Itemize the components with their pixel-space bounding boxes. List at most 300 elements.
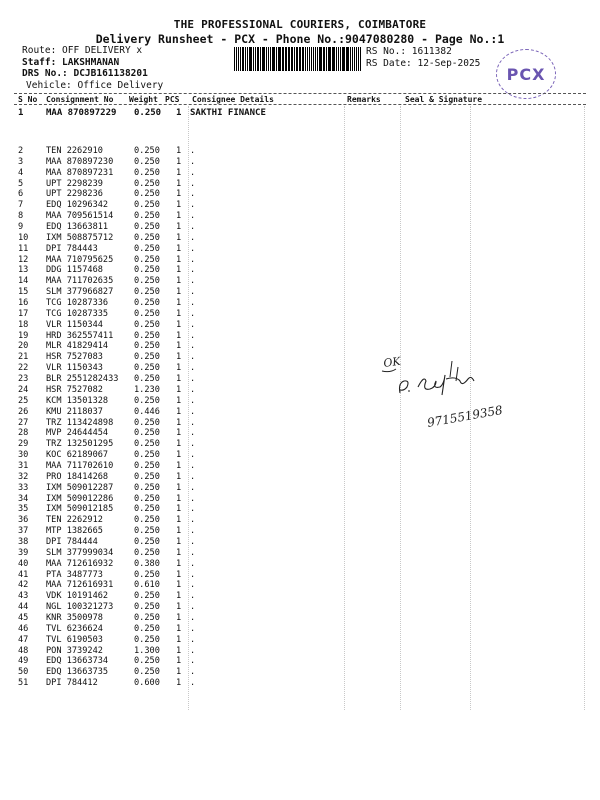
pcs-value: 1	[176, 656, 182, 667]
barcode-bar	[291, 47, 292, 71]
vehicle-label: Vehicle: Office Delivery	[26, 79, 164, 91]
consignee-details: .	[190, 232, 196, 243]
table-row	[0, 602, 600, 613]
weight-value: 0.250	[134, 417, 160, 428]
consignee-details: .	[190, 460, 196, 471]
barcode-bar	[356, 47, 357, 71]
barcode-bar	[340, 47, 341, 71]
pcs-value: 1	[176, 439, 182, 450]
barcode-bar	[350, 47, 351, 71]
table-row	[0, 222, 600, 233]
weight-value: 0.250	[134, 634, 160, 645]
serial-number: 29	[18, 439, 29, 450]
consignment-number: SLM 377966827	[46, 287, 114, 298]
weight-value: 0.250	[134, 308, 160, 319]
weight-value: 0.250	[134, 536, 160, 547]
pcs-value: 1	[176, 287, 182, 298]
barcode-bar	[342, 47, 343, 71]
table-row	[0, 461, 600, 472]
serial-number: 39	[18, 547, 29, 558]
weight-value: 0.250	[134, 243, 160, 254]
consignee-details: .	[190, 569, 196, 580]
pcs-value: 1	[176, 276, 182, 287]
serial-number: 49	[18, 656, 29, 667]
serial-number: 51	[18, 678, 29, 689]
staff-label: Staff: LAKSHMANAN	[22, 56, 120, 68]
consignee-details: .	[190, 254, 196, 265]
consignment-number: HSR 7527083	[46, 352, 103, 363]
weight-value: 1.230	[134, 384, 160, 395]
barcode-bar	[302, 47, 304, 71]
weight-value: 0.250	[134, 167, 160, 178]
serial-number: 21	[18, 352, 29, 363]
consignment-number: TCG 10287335	[46, 308, 109, 319]
consignee-details: .	[190, 384, 196, 395]
weight-value: 0.250	[134, 200, 160, 211]
consignee-details: .	[190, 580, 196, 591]
consignee-details: .	[190, 450, 196, 461]
serial-number: 20	[18, 341, 29, 352]
consignee-details: .	[190, 493, 196, 504]
consignment-number: PON 3739242	[46, 645, 103, 656]
weight-value: 0.250	[134, 460, 160, 471]
consignment-number: TRZ 113424898	[46, 417, 114, 428]
consignment-number: MAA 711702610	[46, 460, 114, 471]
pcs-value: 1	[176, 591, 182, 602]
weight-value: 0.250	[134, 156, 160, 167]
weight-value: 0.250	[134, 493, 160, 504]
pcs-value: 1	[176, 178, 182, 189]
serial-number: 1	[18, 108, 24, 118]
weight-value: 0.250	[134, 352, 160, 363]
table-row	[0, 309, 600, 320]
consignment-number: KNR 3500978	[46, 612, 103, 623]
table-row	[0, 504, 600, 515]
pcs-value: 1	[176, 645, 182, 656]
consignee-details: SAKTHI FINANCE	[190, 108, 266, 118]
table-row	[0, 678, 600, 689]
table-row	[0, 320, 600, 331]
consignee-details: .	[190, 189, 196, 200]
barcode-bar	[288, 47, 289, 71]
barcode-bar	[234, 47, 235, 71]
table-row	[0, 570, 600, 581]
consignee-details: .	[190, 591, 196, 602]
weight-value: 0.250	[134, 276, 160, 287]
consignee-details: .	[190, 167, 196, 178]
table-row	[0, 244, 600, 255]
consignment-number: PTA 3487773	[46, 569, 103, 580]
pcs-value: 1	[176, 200, 182, 211]
consignee-details: .	[190, 200, 196, 211]
pcx-stamp: PCX	[496, 49, 556, 99]
pcs-value: 1	[176, 232, 182, 243]
table-row	[0, 146, 600, 157]
barcode-bar	[262, 47, 263, 71]
col-consignment: Consignment No	[46, 95, 114, 104]
weight-value: 0.250	[134, 341, 160, 352]
consignment-number: TVL 6190503	[46, 634, 103, 645]
weight-value: 0.610	[134, 580, 160, 591]
weight-value: 0.250	[134, 482, 160, 493]
table-row	[0, 255, 600, 266]
serial-number: 45	[18, 612, 29, 623]
weight-value: 0.250	[134, 222, 160, 233]
weight-value: 0.250	[134, 146, 160, 156]
weight-value: 0.250	[134, 330, 160, 341]
weight-value: 0.250	[134, 547, 160, 558]
weight-value: 0.250	[134, 526, 160, 537]
consignee-details: .	[190, 417, 196, 428]
pcs-value: 1	[176, 406, 182, 417]
consignee-details: .	[190, 319, 196, 330]
consignment-number: HSR 7527082	[46, 384, 103, 395]
consignment-number: TEN 2262912	[46, 515, 103, 526]
serial-number: 7	[18, 200, 24, 211]
barcode-bar	[268, 47, 269, 71]
pcs-value: 1	[176, 678, 182, 689]
serial-number: 12	[18, 254, 29, 265]
table-row	[0, 157, 600, 168]
serial-number: 48	[18, 645, 29, 656]
barcode-bar	[343, 47, 344, 71]
table-row	[0, 211, 600, 222]
pcs-value: 1	[176, 504, 182, 515]
barcode-bar	[236, 47, 237, 71]
weight-value: 0.250	[134, 504, 160, 515]
consignee-details: .	[190, 536, 196, 547]
runsheet-title: Delivery Runsheet - PCX - Phone No.:9047080280 - Page No.:1	[95, 32, 505, 46]
consignment-number: VDK 10191462	[46, 591, 109, 602]
consignment-number: IXM 509012287	[46, 482, 114, 493]
barcode-bar	[319, 47, 320, 71]
serial-number: 31	[18, 460, 29, 471]
weight-value: 0.250	[134, 178, 160, 189]
consignment-number: TEN 2262910	[46, 146, 103, 156]
barcode-bar	[240, 47, 241, 71]
serial-number: 5	[18, 178, 24, 189]
table-row	[0, 276, 600, 287]
consignment-number: PRO 18414268	[46, 471, 109, 482]
serial-number: 17	[18, 308, 29, 319]
pcs-value: 1	[176, 471, 182, 482]
table-row	[0, 168, 600, 179]
table-row	[0, 298, 600, 309]
consignment-number: MAA 710795625	[46, 254, 114, 265]
pcs-value: 1	[176, 341, 182, 352]
pcs-value: 1	[176, 526, 182, 537]
consignment-number: MLR 41829414	[46, 341, 109, 352]
barcode-bar	[336, 47, 337, 71]
barcode-bar	[329, 47, 330, 71]
barcode-bar	[299, 47, 300, 71]
table-row	[0, 613, 600, 624]
pcs-value: 1	[176, 515, 182, 526]
consignee-details: .	[190, 352, 196, 363]
barcode-bar	[270, 47, 271, 71]
consignee-details: .	[190, 146, 196, 156]
weight-value: 0.250	[134, 450, 160, 461]
barcode-bar	[247, 47, 248, 71]
serial-number: 27	[18, 417, 29, 428]
pcs-value: 1	[176, 363, 182, 374]
consignment-number: EDQ 10296342	[46, 200, 109, 211]
consignment-number: EDQ 13663734	[46, 656, 109, 667]
weight-value: 0.380	[134, 558, 160, 569]
consignee-details: .	[190, 341, 196, 352]
consignment-number: MAA 709561514	[46, 211, 114, 222]
barcode-bar	[250, 47, 251, 71]
header-divider-bottom	[14, 104, 586, 105]
pcs-value: 1	[176, 384, 182, 395]
serial-number: 25	[18, 395, 29, 406]
barcode-bar	[358, 47, 359, 71]
pcs-value: 1	[176, 602, 182, 613]
consignee-details: .	[190, 504, 196, 515]
serial-number: 9	[18, 222, 24, 233]
consignee-details: .	[190, 406, 196, 417]
weight-value: 0.250	[134, 298, 160, 309]
consignee-details: .	[190, 374, 196, 385]
weight-value: 0.250	[134, 265, 160, 276]
weight-value: 0.250	[134, 287, 160, 298]
table-row	[0, 179, 600, 190]
weight-value: 0.250	[134, 189, 160, 200]
consignee-details: .	[190, 243, 196, 254]
header-info-right	[366, 46, 480, 69]
weight-value: 0.250	[134, 515, 160, 526]
table-row	[0, 559, 600, 570]
col-remarks: Remarks	[347, 95, 381, 104]
serial-number: 33	[18, 482, 29, 493]
consignment-number: HRD 362557411	[46, 330, 114, 341]
serial-number: 30	[18, 450, 29, 461]
consignee-details: .	[190, 178, 196, 189]
rs-number: RS No.: 1611382	[366, 46, 452, 57]
serial-number: 11	[18, 243, 29, 254]
consignment-number: MVP 24644454	[46, 428, 109, 439]
serial-number: 18	[18, 319, 29, 330]
consignee-details: .	[190, 298, 196, 309]
serial-number: 40	[18, 558, 29, 569]
weight-value: 0.250	[134, 374, 160, 385]
table-row	[0, 580, 600, 591]
weight-value: 0.250	[134, 428, 160, 439]
barcode-bar	[338, 47, 339, 71]
consignee-details: .	[190, 439, 196, 450]
barcode-bar	[276, 47, 277, 71]
consignment-number: MAA 870897231	[46, 167, 114, 178]
consignee-details: .	[190, 547, 196, 558]
serial-number: 44	[18, 602, 29, 613]
serial-number: 8	[18, 211, 24, 222]
barcode-bar	[347, 47, 349, 71]
barcode-bar	[317, 47, 318, 71]
pcs-value: 1	[176, 667, 182, 678]
consignment-number: MAA 870897229	[46, 108, 117, 118]
barcode-bar	[313, 47, 314, 71]
pcs-value: 1	[176, 634, 182, 645]
consignment-number: KCM 13501328	[46, 395, 109, 406]
weight-value: 0.446	[134, 406, 160, 417]
pcs-value: 1	[176, 189, 182, 200]
barcode-bar	[360, 47, 361, 71]
pcs-value: 1	[176, 211, 182, 222]
barcode-bar	[278, 47, 279, 71]
barcode-bar	[354, 47, 355, 71]
pcs-value: 1	[176, 146, 182, 156]
consignee-details: .	[190, 211, 196, 222]
header-info-left	[22, 45, 163, 91]
consignee-details: .	[190, 330, 196, 341]
serial-number: 47	[18, 634, 29, 645]
consignment-number: BLR 2551282433	[46, 374, 119, 385]
col-sno: S No	[18, 95, 38, 104]
table-row	[0, 472, 600, 483]
pcs-value: 1	[176, 493, 182, 504]
serial-number: 6	[18, 189, 24, 200]
barcode-bar	[311, 47, 312, 71]
barcode-bar	[333, 47, 334, 71]
weight-value: 1.300	[134, 645, 160, 656]
pcs-value: 1	[176, 580, 182, 591]
table-row	[0, 189, 600, 200]
table-row	[0, 591, 600, 602]
consignee-details: .	[190, 428, 196, 439]
barcode-bar	[315, 47, 316, 71]
barcode-bar	[323, 47, 325, 71]
consignment-number: NGL 100321273	[46, 602, 114, 613]
consignment-number: VLR 1150344	[46, 319, 103, 330]
consignee-details: .	[190, 526, 196, 537]
weight-value: 0.250	[134, 602, 160, 613]
weight-value: 0.250	[134, 623, 160, 634]
pcs-value: 1	[176, 374, 182, 385]
barcode-bar	[332, 47, 333, 71]
weight-value: 0.250	[134, 612, 160, 623]
serial-number: 38	[18, 536, 29, 547]
consignment-number: TVL 6236624	[46, 623, 103, 634]
barcode-bar	[260, 47, 261, 71]
pcs-value: 1	[176, 298, 182, 309]
barcode-bar	[245, 47, 246, 71]
consignment-number: IXM 509012286	[46, 493, 114, 504]
col-seal-signature: Seal & Signature	[405, 95, 483, 104]
consignment-number: MAA 870897230	[46, 156, 114, 167]
serial-number: 15	[18, 287, 29, 298]
barcode-bar	[238, 47, 239, 71]
consignee-details: .	[190, 156, 196, 167]
consignee-details: .	[190, 222, 196, 233]
weight-value: 0.250	[134, 395, 160, 406]
table-row	[0, 624, 600, 635]
header-divider-top	[14, 93, 586, 94]
table-row	[0, 287, 600, 298]
barcode-bar	[352, 47, 353, 71]
barcode-bar	[309, 47, 310, 71]
serial-number: 34	[18, 493, 29, 504]
barcode-bar	[282, 47, 283, 71]
consignee-details: .	[190, 623, 196, 634]
consignee-details: .	[190, 645, 196, 656]
weight-value: 0.250	[134, 667, 160, 678]
weight-value: 0.250	[134, 656, 160, 667]
consignee-details: .	[190, 656, 196, 667]
serial-number: 36	[18, 515, 29, 526]
barcode-bar	[326, 47, 327, 71]
pcs-value: 1	[176, 460, 182, 471]
table-row	[0, 667, 600, 678]
serial-number: 46	[18, 623, 29, 634]
consignee-details: .	[190, 482, 196, 493]
pcs-value: 1	[176, 319, 182, 330]
barcode-bar	[255, 47, 256, 71]
pcs-value: 1	[176, 428, 182, 439]
table-row	[0, 526, 600, 537]
pcs-value: 1	[176, 222, 182, 233]
table-row	[0, 515, 600, 526]
serial-number: 50	[18, 667, 29, 678]
barcode-bar	[272, 47, 273, 71]
table-row	[0, 537, 600, 548]
pcs-value: 1	[176, 569, 182, 580]
consignment-number: KOC 62189067	[46, 450, 109, 461]
pcs-value: 1	[176, 547, 182, 558]
barcode-bar	[257, 47, 259, 71]
consignment-number: EDQ 13663735	[46, 667, 109, 678]
table-row	[0, 548, 600, 559]
pcs-value: 1	[176, 243, 182, 254]
serial-number: 32	[18, 471, 29, 482]
consignment-number: DPI 784443	[46, 243, 98, 254]
col-weight: Weight	[129, 95, 158, 104]
pcs-value: 1	[176, 167, 182, 178]
pcs-value: 1	[176, 308, 182, 319]
serial-number: 35	[18, 504, 29, 515]
barcode-bar	[249, 47, 250, 71]
consignment-number: DPI 784444	[46, 536, 98, 547]
barcode-bar	[300, 47, 301, 71]
consignment-number: MAA 711702635	[46, 276, 114, 287]
table-row	[0, 494, 600, 505]
barcode-bar	[253, 47, 254, 71]
table-row	[0, 450, 600, 461]
col-consignee: Consignee Details	[192, 95, 274, 104]
serial-number: 19	[18, 330, 29, 341]
consignee-details: .	[190, 678, 196, 689]
serial-number: 42	[18, 580, 29, 591]
phone-handwriting: 9715519358	[426, 402, 504, 430]
serial-number: 28	[18, 428, 29, 439]
consignee-details: .	[190, 308, 196, 319]
serial-number: 37	[18, 526, 29, 537]
serial-number: 10	[18, 232, 29, 243]
table-row	[0, 646, 600, 657]
table-row	[0, 233, 600, 244]
barcode-bar	[285, 47, 286, 71]
consignment-number: IXM 508875712	[46, 232, 114, 243]
weight-value: 0.250	[134, 363, 160, 374]
weight-value: 0.600	[134, 678, 160, 689]
consignee-details: .	[190, 265, 196, 276]
weight-value: 0.250	[134, 319, 160, 330]
consignee-details: .	[190, 471, 196, 482]
consignment-number: DDG 1157468	[46, 265, 103, 276]
consignee-details: .	[190, 515, 196, 526]
col-pcs: PCS	[165, 95, 180, 104]
pcs-value: 1	[176, 352, 182, 363]
consignee-details: .	[190, 395, 196, 406]
